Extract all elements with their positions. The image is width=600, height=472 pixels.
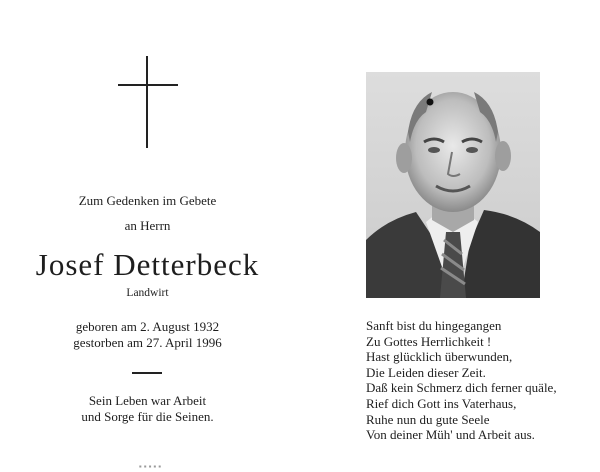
poem-line: Die Leiden dieser Zeit. xyxy=(366,364,486,380)
birth-date: geboren am 2. August 1932 xyxy=(75,319,220,334)
death-date: gestorben am 27. April 1996 xyxy=(73,335,222,350)
portrait-photo xyxy=(366,72,540,298)
poem-line: Sanft bist du hingegangen xyxy=(366,318,502,333)
poem-line: Rief dich Gott ins Vaterhaus, xyxy=(366,395,517,411)
deceased-name: Josef Detterbeck xyxy=(35,247,260,282)
poem-line: Von deiner Müh' und Arbeit aus. xyxy=(366,427,535,443)
poem-line: Zu Gottes Herrlichkeit ! xyxy=(366,333,492,349)
divider xyxy=(132,372,162,374)
poem xyxy=(366,318,598,443)
poem-line: Daß kein Schmerz dich ferner quäle, xyxy=(366,380,557,396)
printer-mark: ▪ ▪ ▪ ▪ ▪ xyxy=(138,462,162,471)
tribute-quote xyxy=(20,393,275,425)
poem-line: Ruhe nun du gute Seele xyxy=(366,411,490,427)
quote-line-1: Sein Leben war Arbeit xyxy=(88,393,207,408)
poem-line: Hast glücklich überwunden, xyxy=(366,349,513,365)
quote-line-2: und Sorge für die Seinen. xyxy=(81,409,214,424)
cross-icon xyxy=(118,56,178,148)
occupation: Landwirt xyxy=(126,287,169,299)
life-dates xyxy=(20,319,275,351)
intro-line-2: an Herrn xyxy=(124,218,171,233)
intro-line-1: Zum Gedenken im Gebete xyxy=(78,193,217,208)
